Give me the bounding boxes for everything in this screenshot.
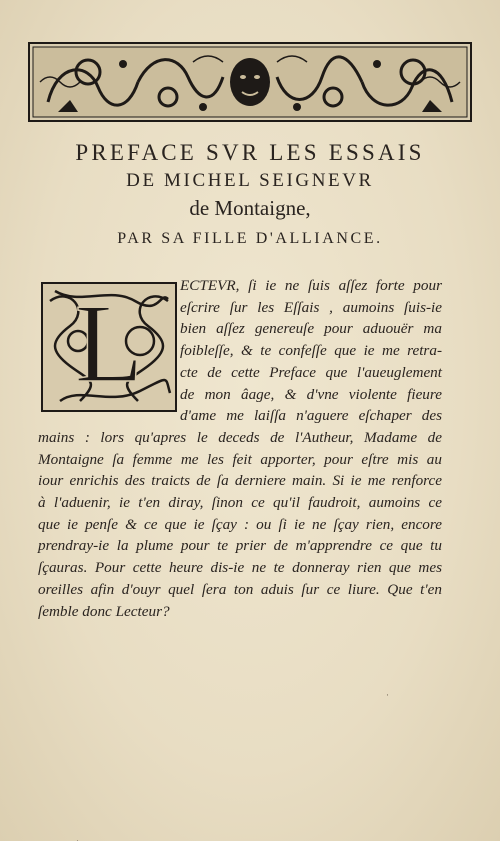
body-line: à l'aduenir, ie t'en diray, ſinon ce qu'il faudroit, aumoins ce: [38, 494, 442, 511]
heading-line-3: de Montaigne,: [189, 196, 311, 220]
body-line: ſçauras. Pour cette heure dis-ie ne te donneray rien que mes: [38, 559, 442, 577]
heading-line-1: PREFACE SVR LES ESSAIS: [75, 140, 425, 165]
body-line: de mon âage, & d'vne violente fieure: [180, 385, 442, 403]
paper-speck: ·: [386, 690, 389, 700]
body-line: oreilles afin d'ouyr quel ſera ton aduis ſur ce liure. Que t'en: [38, 580, 442, 598]
body-line: prendray-ie la plume pour te prier de m'apprendre ce que tu: [38, 537, 442, 555]
body-line: que ie penſe & ce que ie ſçay : ou ſi ie ne ſçay rien, encore: [38, 515, 442, 533]
body-line: foibleſſe, & te confeſſe que ie me retra-: [180, 342, 442, 360]
ornamental-headpiece: [28, 42, 472, 122]
heading-line-2: DE MICHEL SEIGNEVR: [126, 170, 374, 191]
body-line: bien aſſez genereuſe pour aduouër ma: [180, 320, 442, 338]
body-line: d'ame me laiſſa n'aguere eſchaper des: [180, 407, 442, 425]
body-line: ECTEVR, ſi ie ne ſuis aſſez forte pour: [180, 277, 442, 294]
body-line: cte de cette Preface que l'aueuglement: [180, 363, 442, 381]
initial-letter: L: [74, 282, 144, 406]
heading-line-4: PAR SA FILLE D'ALLIANCE.: [117, 230, 383, 247]
paper-speck: ·: [76, 836, 79, 841]
body-line: ſemble donc Lecteur?: [38, 602, 170, 620]
body-line: mains : lors qu'apres le deceds de l'Autheur, Madame de: [38, 428, 442, 446]
body-line: Montaigne ſa femme me les feit apporter, pour eſtre mis au: [38, 450, 442, 468]
body-line: iour enrichis des traicts de ſa derniere main. Si ie me renforce: [38, 472, 442, 490]
decorated-initial: [40, 281, 178, 413]
body-line: eſcrire ſur les Eſſais , aumoins ſuis-ie: [180, 298, 442, 316]
